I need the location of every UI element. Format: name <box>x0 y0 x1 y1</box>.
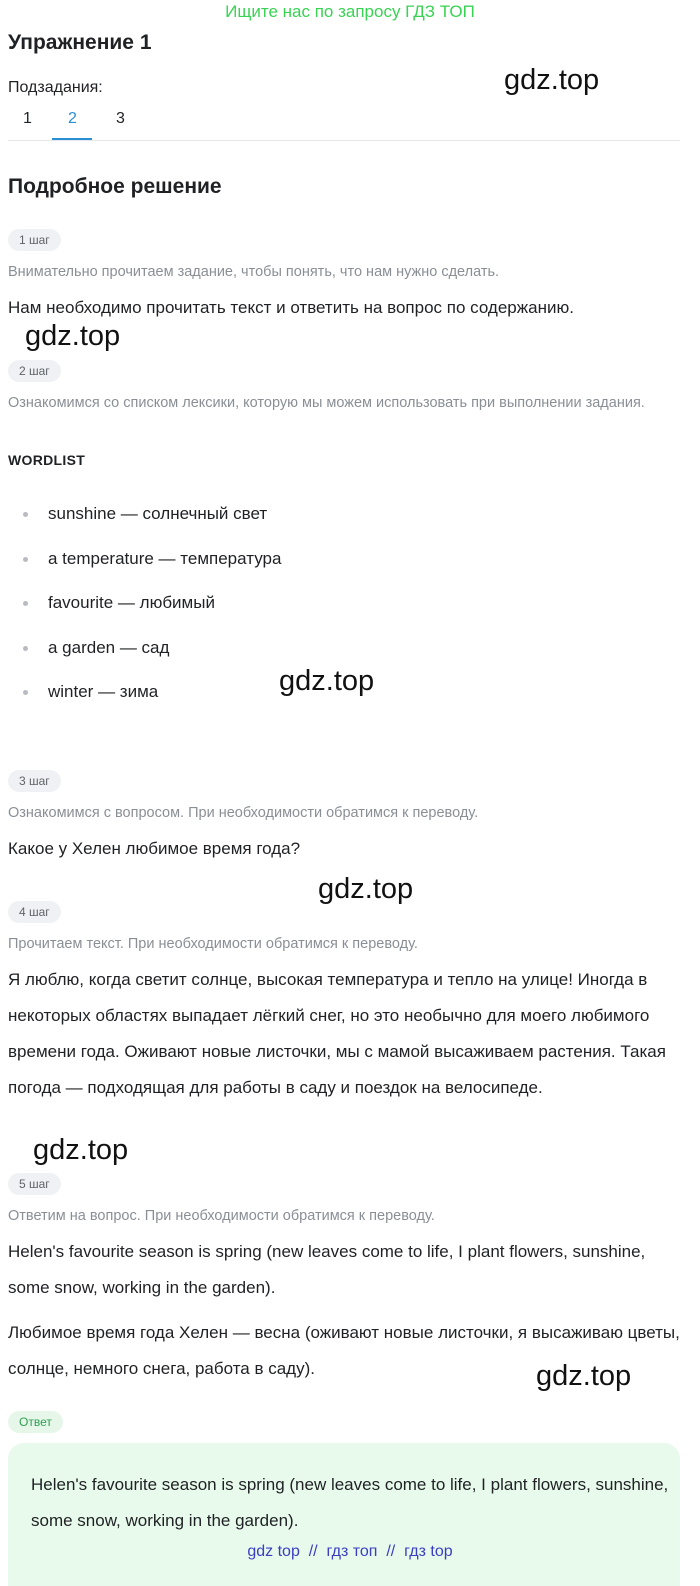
wordlist-title: WORDLIST <box>8 452 86 468</box>
answer-text: Helen's favourite season is spring (new leaves come to life, I plant flowers, sunshine, some snow, working in the garden). <box>31 1475 669 1530</box>
watermark: gdz.top <box>25 320 121 352</box>
watermark: gdz.top <box>279 665 375 697</box>
watermark: gdz.top <box>536 1360 632 1392</box>
step-translation: Любимое время года Хелен — весна (оживают новые листочки, я высаживаю цветы, солнце, немного снега, работа в саду). <box>8 1323 680 1378</box>
wordlist-item: a garden — сад <box>48 638 170 657</box>
wordlist-item: a temperature — температура <box>48 549 282 568</box>
answer-box <box>8 1443 680 1586</box>
step-badge: 2 шаг <box>8 360 61 382</box>
footer-link[interactable]: гдз top <box>404 1543 453 1560</box>
watermark: gdz.top <box>504 64 600 96</box>
promo-banner[interactable]: Ищите нас по запросу ГДЗ ТОП <box>225 2 475 21</box>
footer-separator: // <box>386 1543 396 1560</box>
bullet-dot <box>23 601 28 606</box>
tab-subtask-1[interactable]: 1 <box>23 110 32 127</box>
step-text: Я люблю, когда светит солнце, высокая температура и тепло на улице! Иногда в некоторых областях выпадает лёгкий снег, но это необычно для моего любимого времени года. Оживают новые листочки, мы с мамой высаживаем растения. Такая погода — подходящая для работы в саду и поездок на велосипеде. <box>8 970 666 1097</box>
step-hint: Внимательно прочитаем задание, чтобы понять, что нам нужно сделать. <box>8 264 500 280</box>
bullet-dot <box>23 557 28 562</box>
step-hint: Ознакомимся со списком лексики, которую мы можем использовать при выполнении задания. <box>8 395 645 411</box>
tab-subtask-2[interactable]: 2 <box>68 110 77 127</box>
footer-separator: // <box>308 1543 318 1560</box>
wordlist-item: favourite — любимый <box>48 593 215 612</box>
answer-badge: Ответ <box>8 1411 63 1433</box>
bullet-dot <box>23 690 28 695</box>
tab-subtask-3[interactable]: 3 <box>116 110 125 127</box>
step-text: Нам необходимо прочитать текст и ответить на вопрос по содержанию. <box>8 298 574 317</box>
wordlist-item: sunshine — солнечный свет <box>48 504 268 523</box>
step-badge: 3 шаг <box>8 770 61 792</box>
active-tab-indicator <box>52 138 92 140</box>
step-text: Helen's favourite season is spring (new leaves come to life, I plant flowers, sunshine, some snow, working in the garden). <box>8 1242 646 1297</box>
step-badge: 4 шаг <box>8 901 61 923</box>
step-hint: Ознакомимся с вопросом. При необходимости обратимся к переводу. <box>8 805 479 821</box>
bullet-dot <box>23 512 28 517</box>
footer-link[interactable]: gdz top <box>247 1543 300 1560</box>
subtasks-label: Подзадания: <box>8 79 103 96</box>
exercise-title: Упражнение 1 <box>8 31 152 54</box>
footer-links <box>0 1543 700 1561</box>
step-badge: 1 шаг <box>8 229 61 251</box>
step-text: Какое у Хелен любимое время года? <box>8 839 301 858</box>
wordlist-item: winter — зима <box>48 682 159 701</box>
step-hint: Ответим на вопрос. При необходимости обратимся к переводу. <box>8 1208 435 1224</box>
subtask-tabs <box>8 102 680 141</box>
step-hint: Прочитаем текст. При необходимости обратимся к переводу. <box>8 936 418 952</box>
section-title: Подробное решение <box>8 175 222 198</box>
step-badge: 5 шаг <box>8 1173 61 1195</box>
watermark: gdz.top <box>318 873 414 905</box>
watermark: gdz.top <box>33 1134 129 1166</box>
footer-link[interactable]: гдз топ <box>326 1543 378 1560</box>
bullet-dot <box>23 646 28 651</box>
